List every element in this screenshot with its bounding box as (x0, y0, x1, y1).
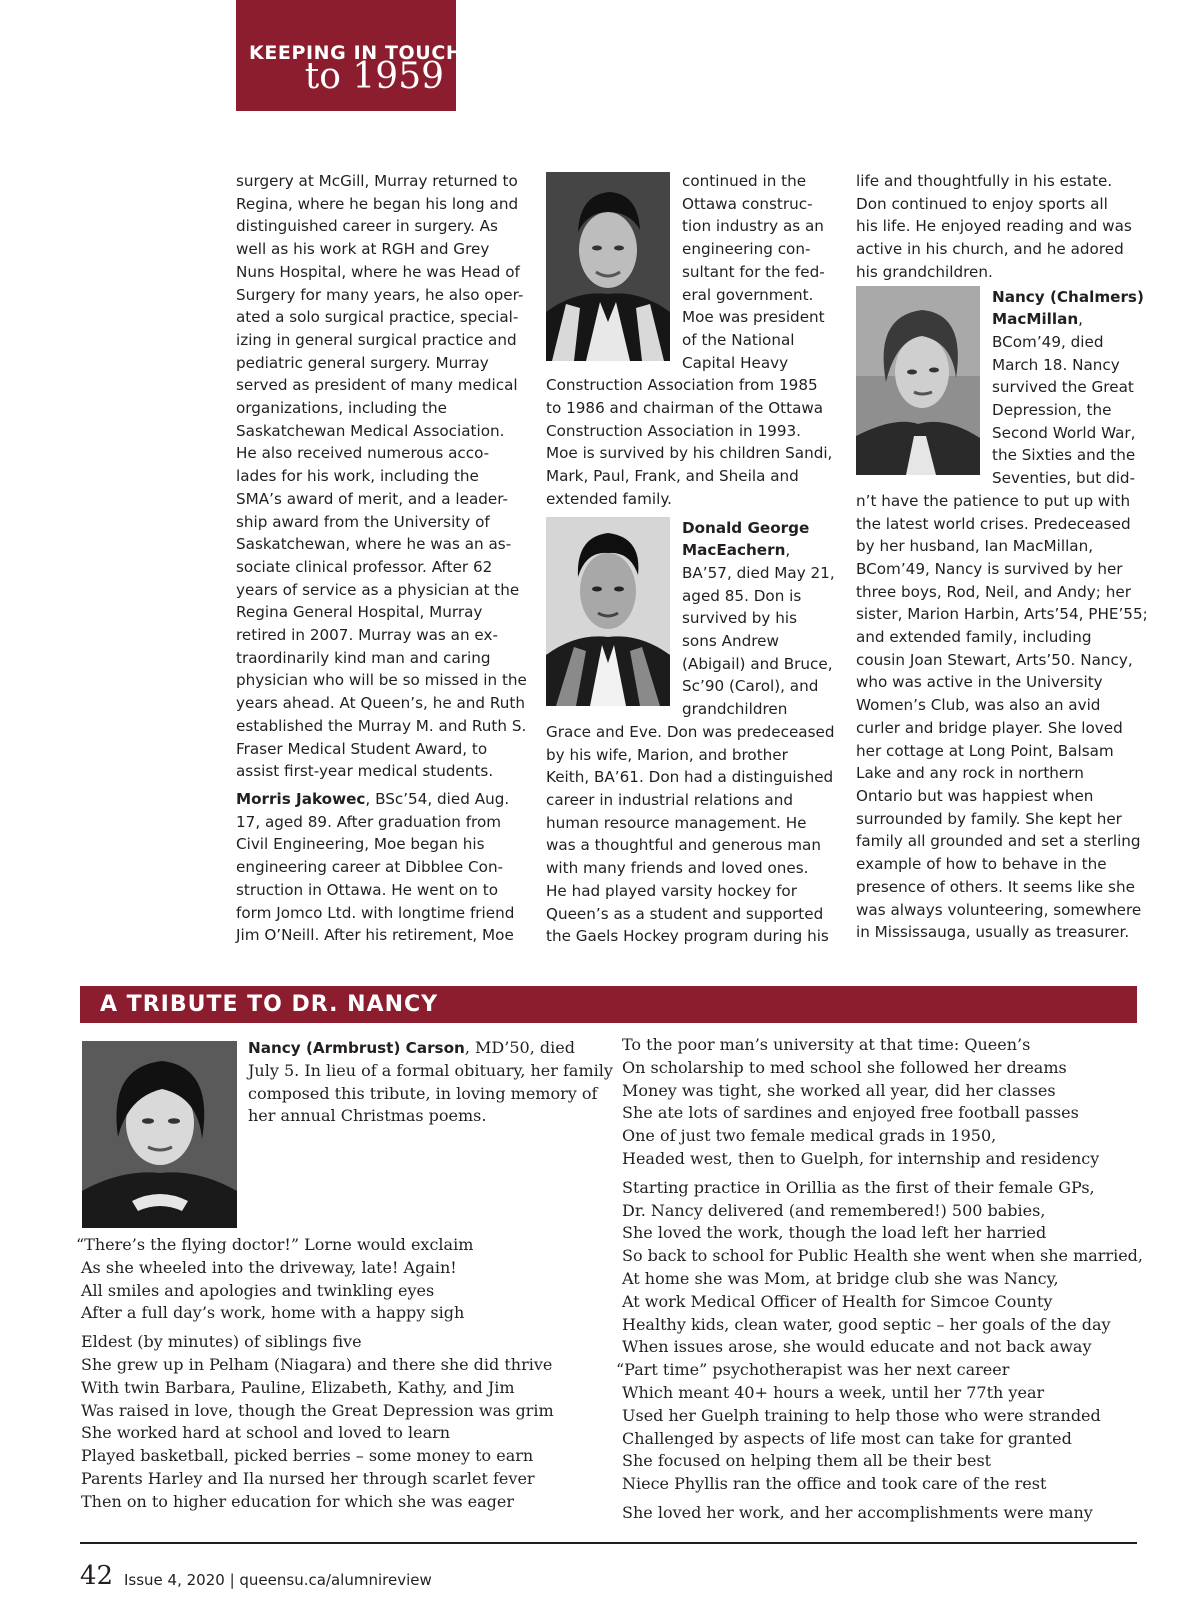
text-line: was a thoughtful and generous man (546, 836, 821, 855)
text-line: Regina, where he began his long and (236, 194, 519, 213)
column-2 (546, 170, 846, 948)
text-line: Grace and Eve. Don was predeceased (546, 722, 835, 741)
text-line: in Mississauga, usually as treasurer. (856, 923, 1130, 942)
text-line: Saskatchewan Medical Association. (236, 421, 505, 440)
poem-line: All smiles and apologies and twinkling eyes (81, 1280, 435, 1300)
footer-issue-and-url: Issue 4, 2020 | queensu.ca/alumnireview (124, 1571, 432, 1589)
text-line: Moe was president (682, 308, 825, 327)
tribute-intro (248, 1037, 613, 1128)
page-number: 42 (80, 1561, 114, 1591)
text-line: pediatric general surgery. Murray (236, 353, 489, 372)
poem-stanza (622, 1034, 1162, 1171)
text-line: well as his work at RGH and Grey (236, 240, 490, 259)
obituary-maceachern-continued (856, 170, 1166, 284)
poem-stanza (76, 1234, 596, 1325)
text-line: with many friends and loved ones. (546, 859, 809, 878)
poem-line: After a full day’s work, home with a happy sigh (81, 1303, 465, 1323)
text-line: assist first-year medical students. (236, 762, 494, 781)
poem-line: At work Medical Officer of Health for Simcoe County (622, 1291, 1053, 1311)
text-line: ship award from the University of (236, 512, 490, 531)
text-line: the Sixties and the (992, 446, 1136, 465)
text-line: established the Murray M. and Ruth S. (236, 716, 527, 735)
text-line: of the National (682, 330, 795, 349)
text-line: Capital Heavy (682, 353, 789, 372)
text-line: sister, Marion Harbin, Arts’54, PHE’55; (856, 605, 1148, 624)
text-line: curler and bridge player. She loved (856, 718, 1123, 737)
text-line: by his wife, Marion, and brother (546, 745, 788, 764)
poem-line: So back to school for Public Health she went when she married, (622, 1246, 1143, 1266)
text-line: years of service as a physician at the (236, 580, 520, 599)
text-line: distinguished career in surgery. As (236, 217, 498, 236)
text-line: three boys, Rod, Neil, and Andy; her (856, 582, 1131, 601)
poem-line: One of just two female medical grads in 1950, (622, 1126, 997, 1146)
text-line: Fraser Medical Student Award, to (236, 739, 488, 758)
text-line: Keith, BA’61. Don had a distinguished (546, 768, 834, 787)
text-line: organizations, including the (236, 399, 447, 418)
poem-stanza (622, 1502, 1162, 1525)
text-line: extended family. (546, 489, 672, 508)
poem-line: She focused on helping them all be their best (622, 1451, 992, 1471)
text-line: Women’s Club, was also an avid (856, 696, 1101, 715)
text-line: physician who will be so missed in the (236, 671, 527, 690)
poem-line: To the poor man’s university at that time: Queen’s (622, 1035, 1031, 1054)
text-line: retired in 2007. Murray was an ex- (236, 626, 498, 645)
text-line: human resource management. He (546, 813, 807, 832)
poem-line: Headed west, then to Guelph, for internship and residency (622, 1148, 1100, 1168)
text-line (236, 788, 526, 811)
text-line: July 5. In lieu of a formal obituary, her family (248, 1060, 613, 1080)
text-line: tion industry as an (682, 217, 824, 236)
tribute-title: A TRIBUTE TO DR. NANCY (100, 992, 439, 1017)
text-line: grandchildren (682, 700, 788, 719)
text-line: n’t have the patience to put up with (856, 491, 1131, 510)
text-line: family all grounded and set a sterling (856, 832, 1141, 851)
text-line: Lake and any rock in northern (856, 764, 1084, 783)
text-line: her cottage at Long Point, Balsam (856, 741, 1114, 760)
poem-line: Challenged by aspects of life most can take for granted (622, 1428, 1072, 1448)
text-line: Mark, Paul, Frank, and Sheila and (546, 467, 799, 486)
text-line: izing in general surgical practice and (236, 330, 517, 349)
text-line: SMA’s award of merit, and a leader- (236, 489, 509, 508)
text-line: continued in the (682, 172, 807, 190)
text-line: Jim O’Neill. After his retirement, Moe (236, 926, 514, 945)
text-line: cousin Joan Stewart, Arts’50. Nancy, (856, 650, 1133, 669)
text-line: sons Andrew (682, 632, 779, 651)
text-line: Nuns Hospital, where he was Head of (236, 262, 520, 281)
obituary-name: MacEachern (682, 541, 786, 560)
obituary-fraser-text (236, 170, 526, 783)
text-line: Moe is survived by his children Sandi, (546, 444, 833, 463)
poem-line: Which meant 40+ hours a week, until her 77th year (622, 1382, 1045, 1402)
text-line: lades for his work, including the (236, 467, 479, 486)
text-line: eral government. (682, 285, 814, 304)
text-line: Seventies, but did- (992, 469, 1136, 488)
text-line: sultant for the fed- (682, 262, 825, 281)
text-line: Construction Association in 1993. (546, 421, 801, 440)
poem-stanza (616, 1177, 1162, 1496)
poem-line: Played basketball, picked berries – some money to earn (81, 1446, 534, 1466)
poem-line: On scholarship to med school she followed her dreams (622, 1057, 1067, 1077)
text-line: traordinarily kind man and caring (236, 648, 491, 667)
poem-line: Eldest (by minutes) of siblings five (81, 1332, 362, 1352)
text-line: Saskatchewan, where he was an as- (236, 535, 512, 554)
text-line: active in his church, and he adored (856, 240, 1124, 259)
poem-line: Used her Guelph training to help those who were stranded (622, 1405, 1101, 1425)
poem-line: She grew up in Pelham (Niagara) and there she did thrive (81, 1354, 553, 1374)
poem-line: “Part time” psychotherapist was her next career (616, 1360, 1010, 1380)
portrait-photo-jakowec (546, 172, 670, 361)
text-line: ated a solo surgical practice, special- (236, 308, 519, 327)
text-line: to 1986 and chairman of the Ottawa (546, 399, 824, 418)
obituary-name: MacMillan (992, 310, 1079, 329)
section-year-label: to 1959 (304, 56, 444, 97)
poem-line: She ate lots of sardines and enjoyed free football passes (622, 1103, 1079, 1123)
text-line: engineering career at Dibblee Con- (236, 858, 504, 877)
text-line: surrounded by family. She kept her (856, 809, 1122, 828)
obituary-name: Donald George (682, 518, 810, 537)
section-kicker: KEEPING IN TOUCH (249, 42, 463, 64)
text-line: BCom’49, died (992, 332, 1104, 351)
poem-right-column (616, 1034, 1162, 1531)
text-line: Construction Association from 1985 (546, 376, 818, 395)
poem-line: Was raised in love, though the Great Depression was grim (81, 1400, 554, 1420)
text-line: the Gaels Hockey program during his (546, 927, 829, 946)
text-line: was always volunteering, somewhere (856, 900, 1142, 919)
poem-line: She loved the work, though the load left her harried (622, 1223, 1047, 1243)
poem-line: Money was tight, she worked all year, did her classes (622, 1080, 1056, 1100)
text-line: Depression, the (992, 401, 1112, 420)
poem-line: Niece Phyllis ran the office and took care of the rest (622, 1474, 1047, 1494)
text-line: Civil Engineering, Moe began his (236, 835, 485, 854)
text-line: composed this tribute, in loving memory of (248, 1083, 598, 1103)
tribute-banner (80, 986, 1137, 1023)
text-line: BA’57, died May 21, (682, 563, 835, 582)
poem-line: As she wheeled into the driveway, late! Again! (81, 1257, 457, 1277)
text-line: by her husband, Ian MacMillan, (856, 537, 1094, 556)
text-line: surgery at McGill, Murray returned to (236, 172, 518, 190)
text-line: MacEachern, (682, 541, 791, 560)
text-fragment: , BSc’54, died Aug. (365, 789, 510, 808)
obituary-name: Nancy (Chalmers) (992, 287, 1144, 306)
text-line: years ahead. At Queen’s, he and Ruth (236, 694, 525, 713)
text-fragment: , MD’50, died (464, 1038, 575, 1057)
text-line: Queen’s as a student and supported (546, 904, 824, 923)
footer-divider (80, 1542, 1137, 1544)
column-1 (236, 170, 526, 947)
text-line: BCom’49, Nancy is survived by her (856, 559, 1123, 578)
poem-stanza (76, 1331, 596, 1513)
text-line: (Abigail) and Bruce, (682, 654, 833, 673)
poem-line: Then on to higher education for which she was eager (81, 1491, 514, 1511)
text-line: Ontario but was happiest when (856, 786, 1094, 805)
poem-line: Parents Harley and Ila nursed her through scarlet fever (81, 1468, 535, 1488)
text-line: Ottawa construc- (682, 194, 813, 213)
poem-line: Dr. Nancy delivered (and remembered!) 500 babies, (622, 1200, 1046, 1220)
text-line: Second World War, (992, 423, 1136, 442)
text-line: who was active in the University (856, 673, 1103, 692)
text-line: and extended family, including (856, 628, 1092, 647)
column-3 (856, 170, 1166, 944)
text-line: form Jomco Ltd. with longtime friend (236, 903, 515, 922)
poem-line: “There’s the flying doctor!” Lorne would exclaim (76, 1235, 474, 1254)
text-line: her annual Christmas poems. (248, 1106, 487, 1126)
text-line: Sc’90 (Carol), and (682, 677, 819, 696)
text-line: Regina General Hospital, Murray (236, 603, 483, 622)
poem-line: Starting practice in Orillia as the first of their female GPs, (622, 1177, 1095, 1197)
poem-line: She loved her work, and her accomplishments were many (622, 1502, 1093, 1522)
obituary-name: Morris Jakowec (236, 789, 366, 808)
text-line: sociate clinical professor. After 62 (236, 557, 493, 576)
poem-line: With twin Barbara, Pauline, Elizabeth, Kathy, and Jim (81, 1377, 515, 1397)
text-line: March 18. Nancy (992, 355, 1120, 374)
text-line: Don continued to enjoy sports all (856, 194, 1108, 213)
text-line: survived the Great (992, 378, 1134, 397)
text-line: presence of others. It seems like she (856, 877, 1135, 896)
text-line: survived by his (682, 609, 798, 628)
portrait-photo-carson (82, 1041, 237, 1228)
tribute-name: Nancy (Armbrust) Carson (248, 1039, 465, 1057)
text-line: the latest world crises. Predeceased (856, 514, 1131, 533)
text-line: life and thoughtfully in his estate. (856, 172, 1113, 190)
text-line: He also received numerous acco- (236, 444, 490, 463)
text-line: career in industrial relations and (546, 790, 793, 809)
portrait-photo-maceachern (546, 517, 670, 706)
text-line: example of how to behave in the (856, 855, 1107, 874)
poem-line: Healthy kids, clean water, good septic – her goals of the day (622, 1314, 1111, 1334)
poem-line: At home she was Mom, at bridge club she was Nancy, (622, 1268, 1059, 1288)
text-line: aged 85. Don is (682, 586, 802, 605)
text-line: Surgery for many years, he also oper- (236, 285, 524, 304)
text-line: struction in Ottawa. He went on to (236, 880, 498, 899)
poem-left-column (76, 1234, 596, 1520)
poem-line: She worked hard at school and loved to learn (81, 1423, 451, 1443)
text-line (248, 1037, 608, 1060)
text-line: engineering con- (682, 240, 811, 259)
text-line: served as president of many medical (236, 376, 518, 395)
poem-line: When issues arose, she would educate and not back away (622, 1337, 1092, 1357)
text-line: 17, aged 89. After graduation from (236, 812, 502, 831)
text-line: his life. He enjoyed reading and was (856, 217, 1132, 236)
text-line: MacMillan, (992, 310, 1083, 329)
text-line: his grandchildren. (856, 262, 993, 281)
obituary-jakowec-text (236, 788, 526, 947)
text-line: He had played varsity hockey for (546, 881, 797, 900)
portrait-photo-macmillan (856, 286, 980, 475)
section-header-tab (236, 0, 463, 111)
